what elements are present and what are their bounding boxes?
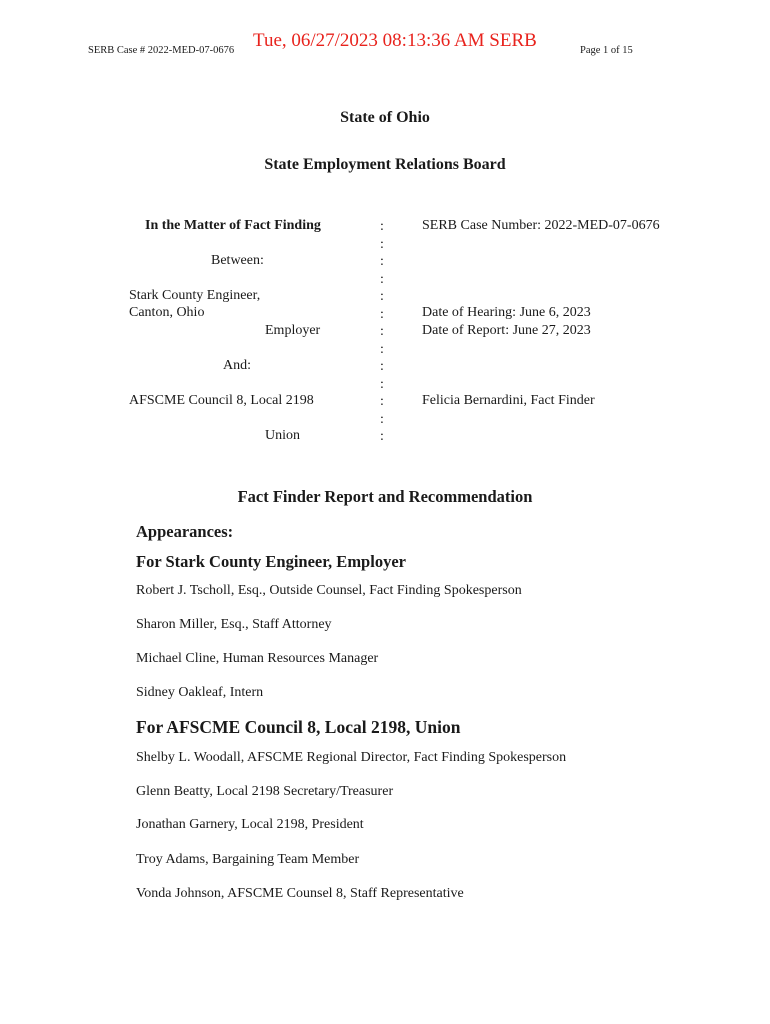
appearances-heading: Appearances: [136,522,234,541]
caption-matter: In the Matter of Fact Finding [145,218,321,233]
report-title: Fact Finder Report and Recommendation [237,487,533,506]
employer-rep: Robert J. Tscholl, Esq., Outside Counsel, Fact Finding Spokesperson [136,583,522,598]
union-appearances-heading: For AFSCME Council 8, Local 2198, Union [136,717,461,737]
filing-timestamp-stamp: Tue, 06/27/2023 08:13:36 AM SERB [253,30,537,51]
document-title-state: State of Ohio [340,109,430,126]
employer-appearances-heading: For Stark County Engineer, Employer [136,552,406,571]
caption-case-number: SERB Case Number: 2022-MED-07-0676 [422,218,660,233]
caption-report-date: Date of Report: June 27, 2023 [422,323,591,338]
employer-rep: Sharon Miller, Esq., Staff Attorney [136,617,332,632]
caption-union-label: Union [265,428,300,443]
union-rep: Shelby L. Woodall, AFSCME Regional Director, Fact Finding Spokesperson [136,750,567,765]
employer-rep: Sidney Oakleaf, Intern [136,685,264,700]
union-rep: Glenn Beatty, Local 2198 Secretary/Treasurer [136,784,394,799]
case-reference-header: SERB Case # 2022-MED-07-0676 [88,45,235,56]
union-rep: Vonda Johnson, AFSCME Counsel 8, Staff Representative [136,886,464,901]
union-rep: Jonathan Garnery, Local 2198, President [136,817,364,832]
caption-and: And: [223,358,251,373]
caption-employer-location: Canton, Ohio [129,305,205,320]
caption-union-name: AFSCME Council 8, Local 2198 [129,393,314,408]
caption-hearing-date: Date of Hearing: June 6, 2023 [422,305,591,320]
caption-employer-label: Employer [265,323,321,338]
employer-rep: Michael Cline, Human Resources Manager [136,651,379,666]
caption-employer-name: Stark County Engineer, [129,288,261,303]
union-rep: Troy Adams, Bargaining Team Member [136,852,360,867]
caption-colon-divider: : : : : : : : : : : : : : [380,219,384,444]
page-number: Page 1 of 15 [580,45,633,56]
document-title-board: State Employment Relations Board [264,156,506,173]
caption-fact-finder: Felicia Bernardini, Fact Finder [422,393,595,408]
caption-between: Between: [211,253,264,268]
